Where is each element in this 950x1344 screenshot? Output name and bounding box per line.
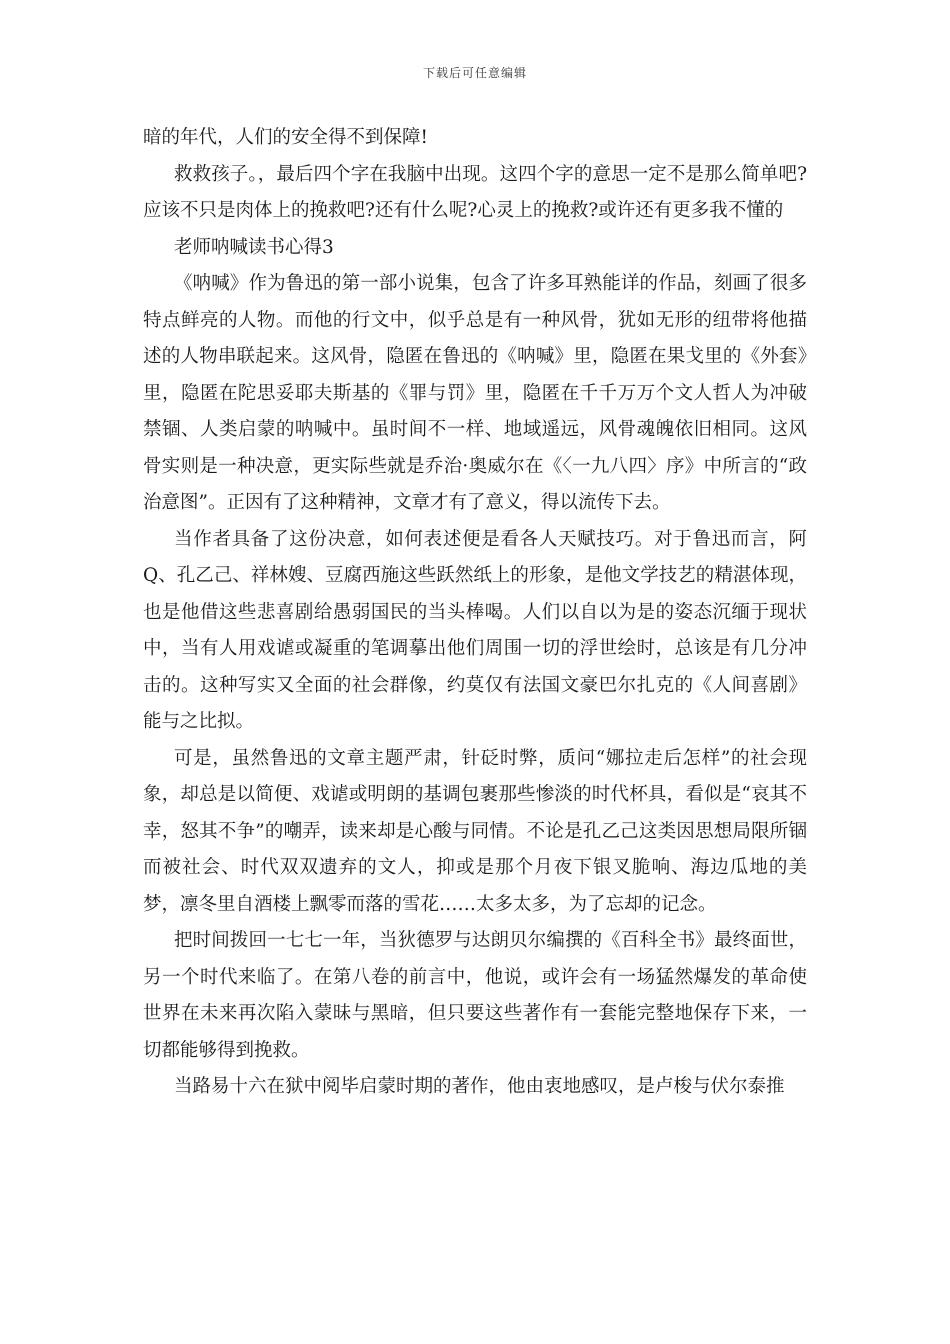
document-body: [143, 120, 807, 1106]
paragraph: 救救孩子。，最后四个字在我脑中出现。这四个字的意思一定不是那么简单吧?应该不只是肉体上的挽救吧?还有什么呢?心灵上的挽救?或许还有更多我不懂的: [143, 163, 807, 221]
paragraph: 把时间拨回一七七一年，当狄德罗与达朗贝尔编撰的《百科全书》最终面世，另一个时代来临了。在第八卷的前言中，他说，或许会有一场猛然爆发的革命使世界在未来再次陷入蒙昧与黑暗，但只要这些著作有一套能完整地保存下来，一切都能够得到挽救。: [143, 930, 807, 1061]
paragraph-continuation: 暗的年代，人们的安全得不到保障!: [143, 127, 428, 148]
paragraph: 可是，虽然鲁迅的文章主题严肃，针砭时弊，质问“娜拉走后怎样”的社会现象，却总是以简便、戏谑或明朗的基调包裹那些惨淡的时代杯具，看似是“哀其不幸，怒其不争”的嘲弄，读来却是心酸与同情。不论是孔乙己这类因思想局限所锢而被社会、时代双双遗弃的文人，抑或是那个月夜下银叉脆响、海边瓜地的美梦，凛冬里自酒楼上飘零而落的雪花……太多太多，为了忘却的记念。: [143, 747, 807, 915]
paragraph: 《呐喊》作为鲁迅的第一部小说集，包含了许多耳熟能详的作品，刻画了很多特点鲜亮的人物。而他的行文中，似乎总是有一种风骨，犹如无形的纽带将他描述的人物串联起来。这风骨，隐匿在鲁迅的《呐喊》里，隐匿在果戈里的《外套》里，隐匿在陀思妥耶夫斯基的《罪与罚》里，隐匿在千千万万个文人哲人为冲破禁锢、人类启蒙的呐喊中。虽时间不一样、地域遥远，风骨魂魄依旧相同。这风骨实则是一种决意，更实际些就是乔治·奥威尔在《〈一九八四〉序》中所言的“政治意图”。正因有了这种精神，文章才有了意义，得以流传下去。: [143, 273, 807, 513]
page-header: 下载后可任意编辑: [422, 66, 527, 80]
paragraph: 当作者具备了这份决意，如何表述便是看各人天赋技巧。对于鲁迅而言，阿Q、孔乙己、祥林嫂、豆腐西施这些跃然纸上的形象，是他文学技艺的精湛体现，也是他借这些悲喜剧给愚弱国民的当头棒喝。人们以自以为是的姿态沉缅于现状中，当有人用戏谑或凝重的笔调摹出他们周围一切的浮世绘时，总该是有几分冲击的。这种写实又全面的社会群像，约莫仅有法国文豪巴尔扎克的《人间喜剧》能与之比拟。: [143, 528, 807, 732]
paragraph: 当路易十六在狱中阅毕启蒙时期的著作，他由衷地感叹，是卢梭与伏尔泰推: [174, 1076, 785, 1097]
section-heading: 老师呐喊读书心得3: [174, 236, 334, 258]
